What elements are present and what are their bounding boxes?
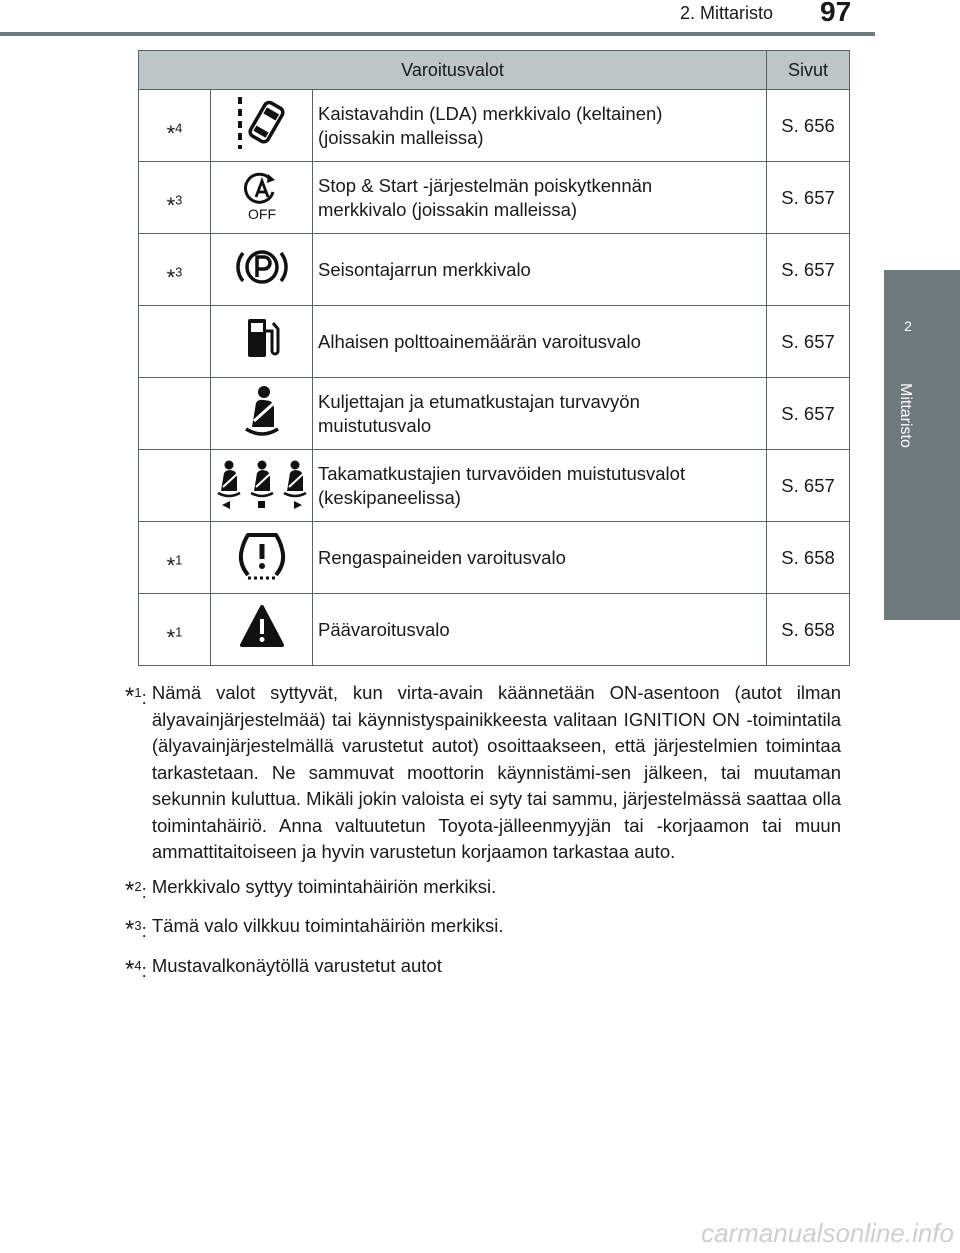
- warning-description-cont: (joissakin malleissa): [318, 126, 484, 148]
- header-rule: [0, 32, 875, 36]
- warning-description: Rengaspaineiden varoitusvalo: [318, 546, 566, 568]
- watermark: carmanualsonline.info: [701, 1218, 954, 1248]
- header-pages: Sivut: [767, 51, 850, 90]
- chapter-number: 2: [904, 318, 912, 334]
- page-reference: S. 657: [767, 306, 850, 378]
- page-reference: S. 657: [767, 162, 850, 234]
- page-reference: S. 658: [767, 594, 850, 666]
- row-mark: *$^1$: [139, 594, 211, 666]
- page-reference: S. 657: [767, 450, 850, 522]
- warning-description: Kuljettajan ja etumatkustajan turvavyön: [318, 390, 640, 412]
- warning-description: Alhaisen polttoainemäärän varoitusvalo: [318, 330, 641, 352]
- row-mark: *$^3$: [139, 234, 211, 306]
- warning-description: Päävaroitusvalo: [318, 618, 450, 640]
- warning-description-cont: (keskipaneelissa): [318, 486, 461, 508]
- row-mark: [139, 378, 211, 450]
- header-warning-lights: Varoitusvalot: [139, 51, 767, 90]
- warning-description: Takamatkustajien turvavöiden muistutusvalot: [318, 462, 686, 484]
- footnote: *$^4$: Mustavalkonäytöllä varustetut autot: [125, 953, 841, 985]
- page-reference: S. 658: [767, 522, 850, 594]
- row-mark: [139, 450, 211, 522]
- page-reference: S. 657: [767, 378, 850, 450]
- page-reference: S. 657: [767, 234, 850, 306]
- warning-description: Seisontajarrun merkkivalo: [318, 258, 531, 280]
- table-row: [139, 522, 850, 594]
- warning-description-cont: merkkivalo (joissakin malleissa): [318, 198, 578, 220]
- warning-description: Kaistavahdin (LDA) merkkivalo (keltainen): [318, 102, 663, 124]
- master-warning-icon: [232, 597, 292, 657]
- row-mark: *$^1$: [139, 522, 211, 594]
- warning-description-cont: muistutusvalo: [318, 414, 432, 436]
- footnote: *$^3$: Tämä valo vilkkuu toimintahäiriön merkiksi.: [125, 913, 841, 945]
- row-mark: *$^4$: [139, 90, 211, 162]
- footnote-text: Merkkivalo syttyy toimintahäiriön merkiksi.: [151, 875, 497, 897]
- off-label: OFF: [247, 205, 276, 222]
- table-row: [139, 306, 850, 378]
- page-number: 97: [820, 0, 852, 27]
- page-reference: S. 656: [767, 90, 850, 162]
- footnote-text: Mustavalkonäytöllä varustetut autot: [151, 954, 442, 976]
- footnote: *$^1$: Nämä valot syttyvät, kun virta-avain käännetään ON-asentoon (autot ilman älyavainjärjestelmää) tai käynnistyspainikkeesta valitaan IGNITION ON -toimintatila (älyavainjärjestelmällä varustetut autot) osoittaakseen, että järjestelmien toimintaa tarkastetaan. Ne sammuvat moottorin käynnistämi-sen jälkeen, tai muutaman sekunnin kuluttua. Mikäli jokin valoista ei syty tai sammu, järjestelmässä saattaa olla toimintahäiriö. Anna valtuutetun Toyota-jälleenmyyjän tai -korjaamon tai muun ammattitaitoiseen ja hyvin varustetun korjaamon tarkastaa auto.: [125, 680, 841, 866]
- row-mark: [139, 306, 211, 378]
- warning-description: Stop & Start -järjestelmän poiskytkennän: [318, 174, 653, 196]
- rear-seatbelt-icon: [212, 453, 312, 513]
- lane-departure-icon: [232, 93, 292, 153]
- section-title: 2. Mittaristo: [680, 3, 774, 23]
- stop-start-off-icon: [232, 165, 292, 225]
- table-row: [139, 234, 850, 306]
- table-header-row: [139, 51, 850, 90]
- footnotes: [125, 680, 841, 992]
- footnote-text: Nämä valot syttyvät, kun virta-avain käännetään ON-asentoon (autot ilman älyavainjärjestelmää) tai käynnistyspainikkeesta valitaan IGNITION ON -toimintatila (älyavainjärjestelmällä varustetut autot) osoittaakseen, että järjestelmien toimintaa tarkastetaan. Ne sammuvat moottorin käynnistämi-sen jälkeen, tai muutaman sekunnin kuluttua. Mikäli jokin valoista ei syty tai sammu, järjestelmässä saattaa olla toimintahäiriö. Anna valtuutetun Toyota-jälleenmyyjän tai -korjaamon tai muun ammattitaitoiseen ja hyvin varustetun korjaamon tarkastaa auto.: [151, 682, 841, 862]
- tire-pressure-icon: [232, 525, 292, 585]
- warning-lights-table: [138, 50, 850, 666]
- seatbelt-icon: [232, 381, 292, 441]
- table-row: [139, 594, 850, 666]
- chapter-label: Mittaristo: [897, 383, 914, 448]
- footnote: *$^2$: Merkkivalo syttyy toimintahäiriön merkiksi.: [125, 874, 841, 906]
- table-row: [139, 450, 850, 522]
- table-row: [139, 90, 850, 162]
- table-row: [139, 162, 850, 234]
- footnote-text: Tämä valo vilkkuu toimintahäiriön merkiksi.: [151, 915, 504, 937]
- fuel-icon: [232, 309, 292, 369]
- parking-brake-icon: [232, 237, 292, 297]
- row-mark: *$^3$: [139, 162, 211, 234]
- table-row: [139, 378, 850, 450]
